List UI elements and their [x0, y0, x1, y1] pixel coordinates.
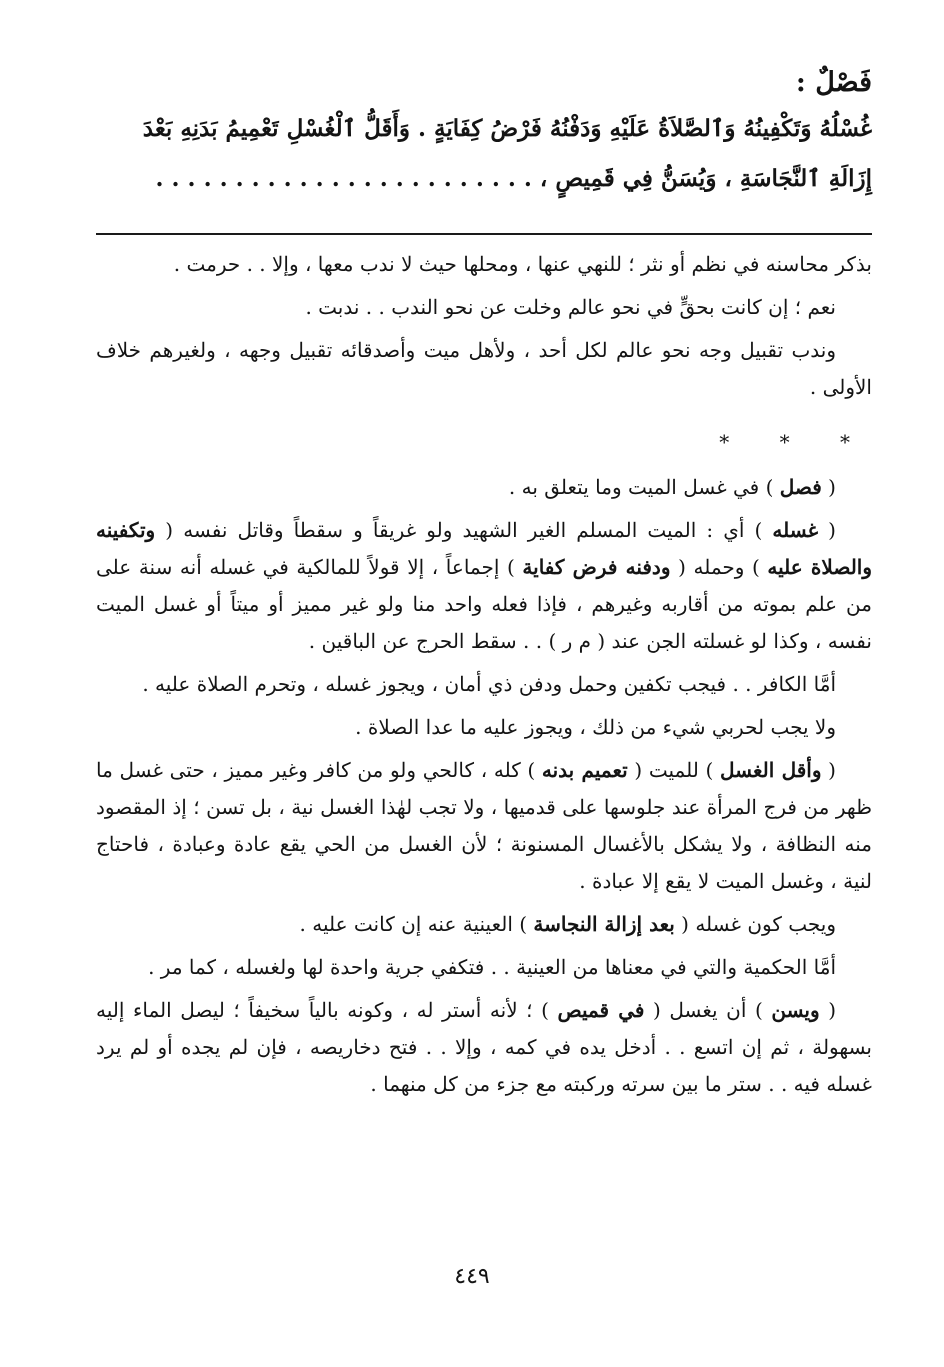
paragraph-3: وندب تقبيل وجه نحو عالم لكل أحد ، ولأهل ميت وأصدقائه تقبيل وجهه ، ولغيرهم خلاف الأولى . — [96, 338, 872, 399]
page-number: ٤٤٩ — [454, 1264, 490, 1289]
text-run: ( — [821, 475, 836, 499]
text-run: ) للميت ( — [627, 758, 720, 782]
matn-quote: وتكفينه والصلاة عليه — [96, 518, 872, 579]
paragraph-7: ولا يجب لحربي شيء من ذلك ، ويجوز عليه ما عدا الصلاة . — [355, 715, 836, 739]
section-title: فَصْلٌ : — [795, 67, 872, 98]
paragraph-6: أمَّا الكافر . . فيجب تكفين وحمل ودفن ذي أمان ، ويجوز غسله ، وتحرم الصلاة عليه . — [142, 672, 836, 696]
text-run: ) أن يغسل ( — [644, 998, 772, 1022]
text-run: ) إجماعاً ، إلا قولاً للمالكية في غسله أنه سنة على من علم بموته من أقاربه وغيرهم ، فإذا فعله واحد منا ولو غير مميز أو ميتاً أو غسل الميت نفسه ، وكذا لو غسلته الجن عند ( م ر ) . . سقط الحرج عن الباقين . — [96, 555, 872, 653]
paragraph-4 — [96, 469, 872, 506]
paragraph-2: نعم ؛ إن كانت بحقٍّ في نحو عالم وخلت عن نحو الندب . . ندبت . — [305, 295, 836, 319]
matn-quote: ودفنه فرض كفاية — [522, 555, 671, 579]
paragraph-9 — [96, 906, 872, 943]
matn-quote: وأقل الغسل — [719, 758, 822, 782]
matn-line-1: غُسْلُهُ وَتَكْفِينُهُ وَٱلصَّلاَةُ عَلَيْهِ وَدَفْنُهُ فَرْضُ كِفَايَةٍ . وَأَقَلُّ ٱلْغُسْلِ تَعْمِيمُ بَدَنِهِ بَعْدَ — [142, 115, 872, 142]
text-run: ( — [821, 758, 836, 782]
text-run: ) أي : الميت المسلم الغير الشهيد ولو غريقاً و سقطاً وقاتل نفسه ( — [155, 518, 773, 542]
matn-line-2: إِزَالَةِ ٱلنَّجَاسَةِ ، وَيُسَنُّ فِي قَمِيصٍ ، . . . . . . . . . . . . . . . . . . . . . . . . — [155, 165, 872, 192]
text-run: ) العينية عنه إن كانت عليه . — [299, 912, 534, 936]
matn-quote: في قميص — [557, 998, 645, 1022]
paragraph-5 — [96, 512, 872, 660]
separator-rule — [96, 233, 872, 235]
matn-block — [96, 62, 872, 204]
text-run: ( — [819, 998, 836, 1022]
matn-quote: تعميم بدنه — [541, 758, 628, 782]
text-run: ) ؛ لأنه أستر له ، وكونه بالياً سخيفاً ؛ ليصل الماء إليه بسهولة ، ثم إن اتسع . . أدخل يده في كمه ، وإلا . . فتح دخاريصه ، فإن لم يجده أو لم يرد غسله فيه . . ستر ما بين سرته وركبته مع جزء من كل منهما . — [96, 998, 872, 1096]
matn-quote: غسله — [772, 518, 819, 542]
text-run: ويجب كون غسله ( — [674, 912, 836, 936]
text-run: ) كله ، كالحي ولو من كافر وغير مميز ، حتى غسل ما ظهر من فرج المرأة عند جلوسها على قدميها ، ولا تجب لهٰذا الغسل نية ، بل تسن ؛ إذ المقصود منه النظافة ، ولا يشكل بالأغسال المسنونة ؛ لأن الغسل من الحي يقع عادة وعبادة ، فاحتاج لنية ، وغسل الميت لا يقع إلا عبادة . — [96, 758, 872, 893]
paragraph-8 — [96, 752, 872, 900]
paragraph-11 — [96, 992, 872, 1103]
text-run: ( — [818, 518, 836, 542]
matn-quote: ويسن — [771, 998, 820, 1022]
matn-quote: بعد إزالة النجاسة — [533, 912, 675, 936]
matn-quote: فصل — [779, 475, 822, 499]
text-run: ) وحمله ( — [670, 555, 768, 579]
text-run: ) في غسل الميت وما يتعلق به . — [508, 475, 780, 499]
commentary-block — [96, 246, 872, 1109]
paragraph-1: بذكر محاسنه في نظم أو نثر ؛ للنهي عنها ، ومحلها حيث لا ندب معها ، وإلا . . حرمت . — [173, 252, 872, 276]
paragraph-10: أمَّا الحكمية والتي في معناها من العينية . . فتكفي جرية واحدة لها ولغسله ، كما مر . — [148, 955, 836, 979]
section-divider-stars: * * * — [719, 430, 872, 454]
